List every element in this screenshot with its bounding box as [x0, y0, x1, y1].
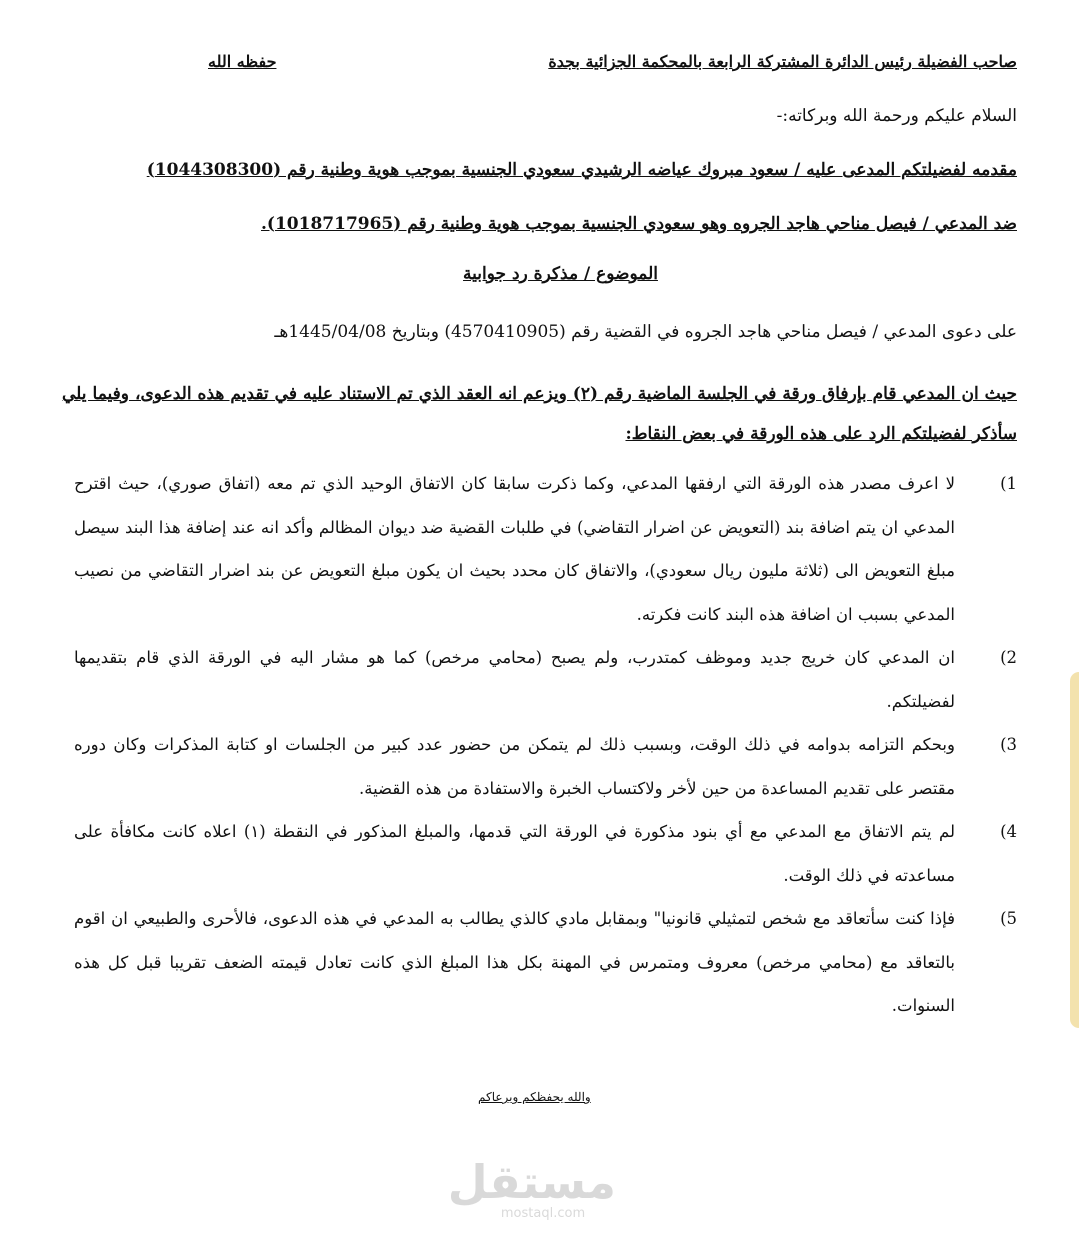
list-item — [62, 636, 1017, 723]
point-number: 5) — [1000, 909, 1017, 928]
list-item — [62, 723, 1017, 810]
submitter-line: مقدمه لفضيلتكم المدعى عليه / سعود مبروك عياضه الرشيدي سعودي الجنسية بموجب هوية وطنية رقم (1044308300) — [146, 160, 1017, 180]
list-item — [62, 810, 1017, 897]
points-list — [62, 462, 1017, 1028]
point-number: 1) — [1000, 474, 1017, 493]
watermark-url: mostaql.com — [500, 1206, 586, 1221]
watermark-logo-word: مستقل — [447, 1155, 616, 1209]
addressee-heading: صاحب الفضيلة رئيس الدائرة المشتركة الرابعة بالمحكمة الجزائية بجدة — [548, 52, 1017, 71]
point-text: وبحكم التزامه بدوامه في ذلك الوقت، وبسبب ذلك لم يتمكن من حضور عدد كبير من الجلسات او كتابة المذكرات وكان دوره مقتصر على تقديم المساعدة من حين لأخر ولاكتساب الخبرة والاستفادة من هذه القضية. — [74, 735, 955, 798]
point-text: فإذا كنت سأتعاقد مع شخص لتمثيلي قانونيا" وبمقابل مادي كالذي يطالب به المدعي في هذه الدعوى، فالأحرى والطبيعي ان اقوم بالتعاقد مع (محامي مرخص) معروف ومتمرس في المهنة بكل هذا المبلغ الذي كانت تعادل قيمته الضعف تقريبا قبل كل هذه السنوات. — [74, 909, 955, 1015]
point-text: لا اعرف مصدر هذه الورقة التي ارفقها المدعي، وكما ذكرت سابقا كان الاتفاق الوحيد الذي تم معه (اتفاق صوري)، حيث اقترح المدعي ان يتم اضافة بند (التعويض عن اضرار التقاضي) في طلبات القضية ضد ديوان المظالم وأكد انه عند إضافة هذا البند سيصل مبلغ التعويض الى (ثلاثة مليون ريال سعودي)، والاتفاق كان محدد بحيث ان يكون مبلغ التعويض عن بند اضرار التقاضي من نصيب المدعي بسبب ان اضافة هذه البند كانت فكرته. — [74, 474, 955, 624]
subject-line — [0, 264, 1079, 284]
point-number: 2) — [1000, 648, 1017, 667]
point-text: ان المدعي كان خريج جديد وموظف كمتدرب، ولم يصبح (محامي مرخص) كما هو مشار اليه في الورقة الذي قام بتقديمها لفضيلتكم. — [74, 648, 955, 711]
case-reference-line: على دعوى المدعي / فيصل مناحي هاجد الجروه في القضية رقم (4570410905) وبتاريخ 1445/04/08هـ — [274, 322, 1017, 342]
side-scroll-tab[interactable] — [1070, 672, 1079, 1028]
defendant-line: ضد المدعي / فيصل مناحي هاجد الجروه وهو سعودي الجنسية بموجب هوية وطنية رقم (1018717965). — [261, 214, 1017, 234]
closing-line: والله يحفظكم ويرعاكم — [478, 1090, 591, 1104]
point-text: لم يتم الاتفاق مع المدعي مع أي بنود مذكورة في الورقة التي قدمها، والمبلغ المذكور في النقطة (١) اعلاه كانت مكافأة على مساعدته في ذلك الوقت. — [74, 822, 955, 885]
list-item — [62, 897, 1017, 1028]
list-item — [62, 462, 1017, 636]
greeting-line: السلام عليكم ورحمة الله وبركاته:- — [776, 106, 1017, 126]
subject-text: الموضوع / مذكرة رد جوابية — [463, 264, 658, 284]
blessing-heading: حفظه الله — [208, 52, 277, 71]
intro-paragraph: حيث ان المدعي قام بإرفاق ورقة في الجلسة الماضية رقم (٢) ويزعم انه العقد الذي تم الاستناد عليه في تقديم هذه الدعوى، وفيما يلي سأذكر لفضيلتكم الرد على هذه الورقة في بعض النقاط: — [62, 384, 1017, 444]
point-number: 3) — [1000, 735, 1017, 754]
mostaql-watermark — [447, 1154, 616, 1234]
point-number: 4) — [1000, 822, 1017, 841]
